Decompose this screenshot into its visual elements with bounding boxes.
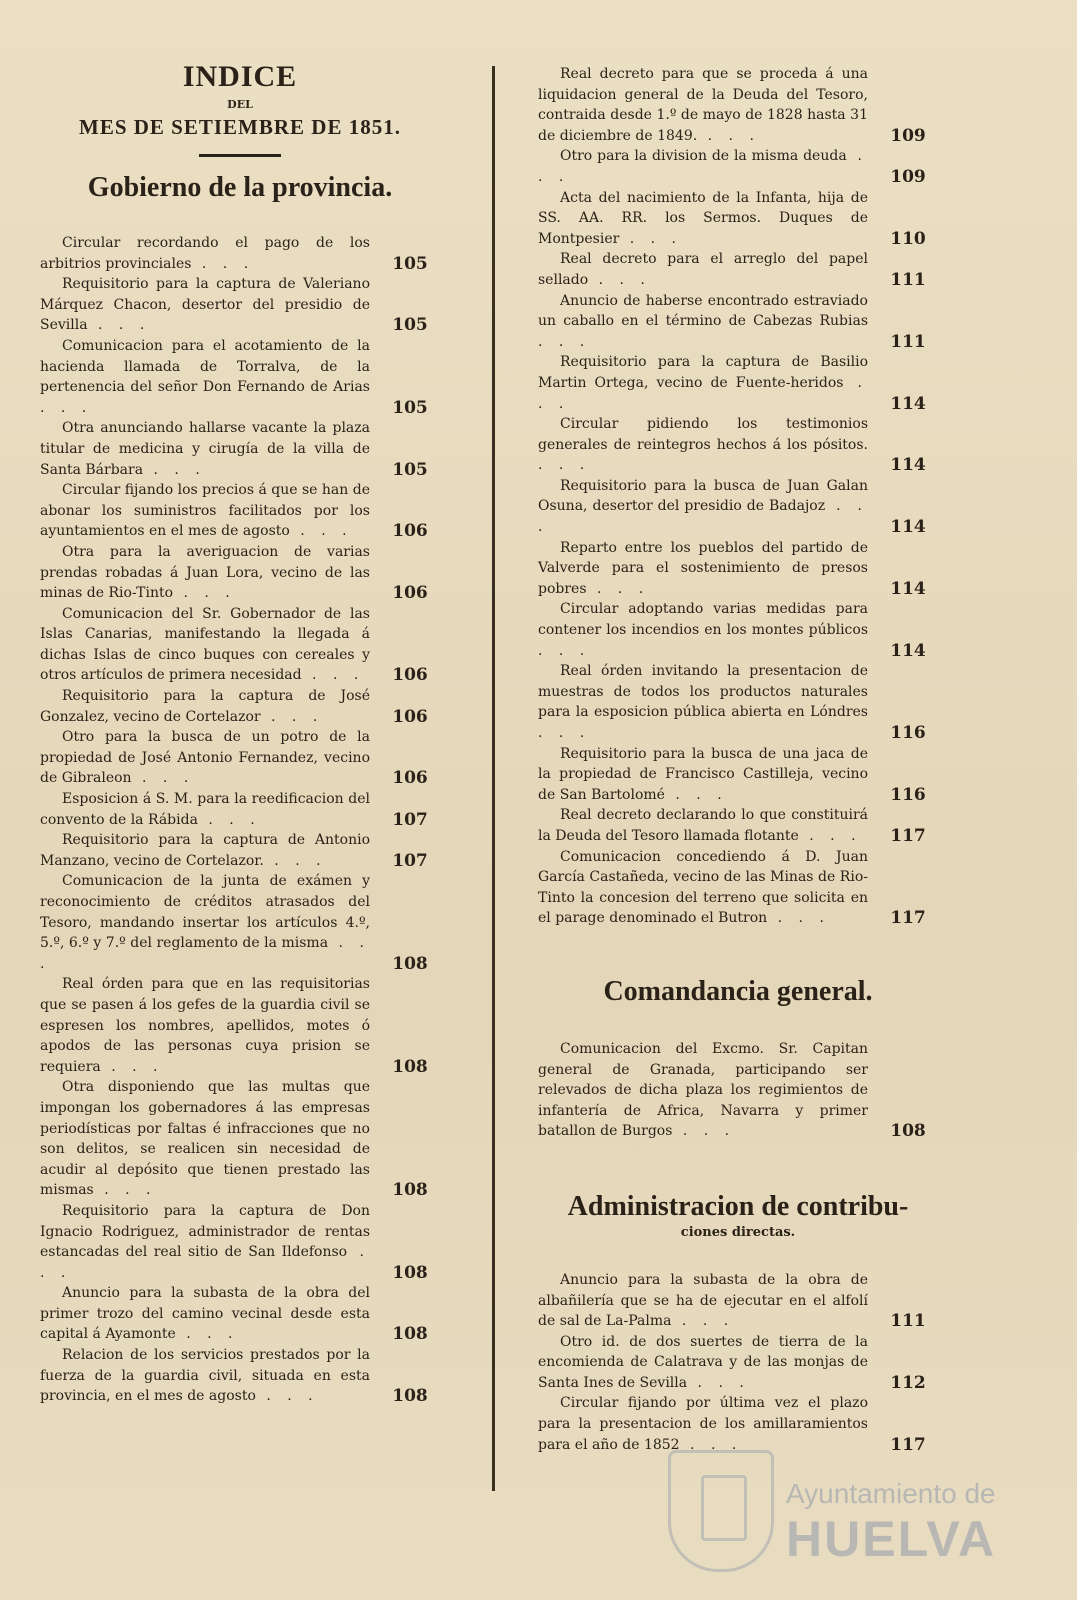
entries-administracion xyxy=(538,1270,938,1455)
leader-dots: . . . xyxy=(671,1313,735,1330)
entry-page-number: 116 xyxy=(890,784,926,805)
entry-text: Real decreto para que se proceda á una liquidacion general de la Deuda del Tesoro, contraida desde 1.º de mayo de 1828 hasta 31 de diciembre de 1849. xyxy=(538,66,868,144)
entry-page-number: 110 xyxy=(890,228,926,249)
entry-page-number: 106 xyxy=(392,521,428,542)
entry-text: Anuncio para la subasta de la obra de albañilería que se ha de ejecutar en el alfolí de sal de La-Palma xyxy=(538,1271,868,1330)
leader-dots: . . . xyxy=(538,333,591,350)
entry-text: Circular fijando los precios á que se han de abonar los suministros facilitados por los ayuntamientos en el mes de agosto xyxy=(40,482,370,540)
leader-dots: . . . xyxy=(672,1123,736,1140)
section-title-comandancia: Comandancia general. xyxy=(603,975,873,1007)
leader-dots: . . . xyxy=(687,1374,750,1391)
entry-text: Comunicacion del Sr. Gobernador de las Islas Canarias, manifestando la llegada á dichas Islas de cinco buques con cereales y otros artículos de primera necesidad xyxy=(40,605,370,684)
entry-text: Otra disponiendo que las multas que impongan los gobernadores á las empresas periodísticas por faltas é infracciones que no son delitos, se realicen sin necesidad de acudir al depósito que tienen prestado las mismas xyxy=(40,1079,370,1199)
entry-page-number: 105 xyxy=(392,397,428,418)
leader-dots: . . . xyxy=(260,708,324,725)
index-entry xyxy=(40,480,440,542)
leader-dots: . . . xyxy=(197,811,261,828)
entry-page-number: 108 xyxy=(890,1121,926,1142)
entry-page-number: 114 xyxy=(890,455,926,476)
entry-text: Anuncio de haberse encontrado estraviado un caballo en el término de Cabezas Rubias xyxy=(538,292,868,330)
title-divider xyxy=(199,154,281,157)
entry-page-number: 106 xyxy=(392,583,428,604)
entry-page-number: 107 xyxy=(392,809,428,830)
index-entry xyxy=(538,291,938,353)
index-entry xyxy=(40,336,440,418)
index-entry xyxy=(538,744,938,806)
entry-text: Acta del nacimiento de la Infanta, hija de SS. AA. RR. los Sermos. Duques de Montpesier xyxy=(538,189,868,247)
index-entry xyxy=(40,1201,440,1283)
entry-page-number: 112 xyxy=(890,1372,926,1393)
entry-text: Otro para la busca de un potro de la propiedad de José Antonio Fernandez, vecino de Gibraleon xyxy=(40,729,370,787)
entry-page-number: 114 xyxy=(890,393,926,414)
leader-dots: . . . xyxy=(538,374,869,412)
entry-page-number: 105 xyxy=(392,459,428,480)
entry-page-number: 106 xyxy=(392,768,428,789)
leader-dots: . . . xyxy=(767,910,830,927)
entry-page-number: 111 xyxy=(890,331,926,352)
index-entry xyxy=(538,414,938,476)
entry-page-number: 111 xyxy=(890,1311,926,1332)
leader-dots: . . . xyxy=(173,585,236,602)
entry-page-number: 108 xyxy=(392,1324,428,1345)
leader-dots: . . . xyxy=(619,230,682,247)
entry-text: Comunicacion de la junta de exámen y reconocimiento de créditos atrasados del Tesoro, mandando insertar los artículos 4.º, 5.º, 6.º y 7.º del reglamento de la misma xyxy=(40,873,370,952)
entries-comandancia xyxy=(538,1039,938,1142)
entry-page-number: 108 xyxy=(392,1386,428,1407)
leader-dots: . . . xyxy=(40,1244,371,1281)
entries-gobierno xyxy=(40,233,440,1407)
leader-dots: . . . xyxy=(664,786,728,803)
index-entry xyxy=(538,847,938,929)
entry-text: Real decreto para el arreglo del papel sellado xyxy=(538,251,868,288)
section-title-administracion: Administracion de contribu- xyxy=(567,1190,909,1222)
index-entry xyxy=(538,188,938,250)
leader-dots: . . . xyxy=(538,498,868,536)
leader-dots: . . . xyxy=(40,399,93,416)
entry-page-number: 117 xyxy=(890,908,926,929)
index-entry xyxy=(538,352,938,414)
entries-gobierno-continued xyxy=(538,64,938,929)
leader-dots: . . . xyxy=(143,461,206,478)
section-subtitle-administracion: ciones directas. xyxy=(680,1224,796,1240)
entry-text: Reparto entre los pueblos del partido de Valverde para el sostenimiento de presos pobres xyxy=(538,539,868,597)
index-entry xyxy=(538,805,938,846)
leader-dots: . . . xyxy=(538,148,868,185)
entry-text: Requisitorio para la captura de Don Ignacio Rodriguez, administrador de rentas estancadas del real sitio de San Ildefonso xyxy=(40,1202,370,1261)
index-entry xyxy=(40,830,440,871)
leader-dots: . . . xyxy=(586,580,650,597)
leader-dots: . . . xyxy=(538,642,591,659)
leader-dots: . . . xyxy=(538,457,591,474)
entry-page-number: 108 xyxy=(392,1262,428,1283)
entry-page-number: 111 xyxy=(890,269,926,290)
index-entry xyxy=(40,789,440,830)
index-entry xyxy=(40,1077,440,1201)
index-entry xyxy=(40,871,440,974)
section-title-gobierno: Gobierno de la provincia. xyxy=(87,172,393,203)
entry-page-number: 106 xyxy=(392,665,428,686)
index-entry xyxy=(40,727,440,789)
entry-page-number: 117 xyxy=(890,825,926,846)
entry-page-number: 114 xyxy=(890,578,926,599)
leader-dots: . . . xyxy=(131,770,195,787)
index-title-del: DEL xyxy=(227,98,253,111)
index-entry xyxy=(40,1345,440,1407)
entry-page-number: 109 xyxy=(890,166,926,187)
index-entry xyxy=(40,233,440,274)
index-entry xyxy=(538,1332,938,1394)
entry-text: Circular fijando por última vez el plazo para la presentacion de los amillaramientos para el año de 1852 xyxy=(538,1395,868,1453)
index-entry xyxy=(538,249,938,290)
entry-text: Circular adoptando varias medidas para contener los incendios en los montes públicos xyxy=(538,601,868,639)
index-entry xyxy=(538,64,938,146)
entry-text: Comunicacion para el acotamiento de la hacienda llamada de Torralva, de la pertenencia del señor Don Fernando de Arias xyxy=(40,337,370,396)
entry-text: Otro id. de dos suertes de tierra de la encomienda de Calatrava y de las monjas de Santa Ines de Sevilla xyxy=(538,1333,868,1391)
entry-text: Comunicacion del Excmo. Sr. Capitan general de Granada, participando ser relevados de dicha plaza los regimientos de infantería de Africa, Navarra y primer batallon de Burgos xyxy=(538,1040,868,1140)
entry-text: Requisitorio para la busca de una jaca de la propiedad de Francisco Castilleja, vecino de San Bartolomé xyxy=(538,745,868,803)
leader-dots: . . . xyxy=(93,1182,157,1199)
entry-page-number: 105 xyxy=(392,315,428,336)
leader-dots: . . . xyxy=(100,1058,164,1075)
entry-text: Real órden para que en las requisitorias que se pasen á los gefes de la guardia civil se espresen los nombres, apellidos, motes ó apodos de las personas cuya prision se requiera xyxy=(40,976,370,1075)
entry-page-number: 107 xyxy=(392,850,428,871)
index-title-month: MES DE SETIEMBRE DE 1851. xyxy=(79,115,401,139)
entry-text: Anuncio para la subasta de la obra del primer trozo del camino vecinal desde esta capital á Ayamonte xyxy=(40,1285,370,1343)
entry-text: Otra anunciando hallarse vacante la plaza titular de medicina y cirugía de la villa de Santa Bárbara xyxy=(40,420,370,478)
leader-dots: . . . xyxy=(798,827,862,844)
index-entry xyxy=(538,661,938,743)
entry-page-number: 105 xyxy=(392,253,428,274)
entry-page-number: 117 xyxy=(890,1434,926,1455)
leader-dots: . . . xyxy=(679,1436,743,1453)
leader-dots: . . . xyxy=(255,1388,319,1405)
leader-dots: . . . xyxy=(588,271,651,288)
entry-text: Circular pidiendo los testimonios generales de reintegros hechos á los pósitos. xyxy=(538,416,868,453)
left-column xyxy=(40,60,440,1407)
index-entry xyxy=(40,604,440,686)
entry-text: Requisitorio para la captura de Valeriano Márquez Chacon, desertor del presidio de Sevilla xyxy=(40,276,370,334)
entry-text: Otra para la averiguacion de varias prendas robadas á Juan Lora, vecino de las minas de Rio-Tinto xyxy=(40,543,370,602)
entry-text: Circular recordando el pago de los arbitrios provinciales xyxy=(40,235,370,272)
watermark-line1: Ayuntamiento de xyxy=(786,1478,996,1509)
index-entry xyxy=(538,1393,938,1455)
watermark xyxy=(668,1450,998,1570)
entry-text: Relacion de los servicios prestados por la fuerza de la guardia civil, situada en esta provincia, en el mes de agosto xyxy=(40,1347,370,1405)
index-entry xyxy=(538,599,938,661)
index-entry xyxy=(538,146,938,187)
index-entry xyxy=(538,1270,938,1332)
index-entry xyxy=(538,538,938,600)
entry-text: Requisitorio para la busca de Juan Galan Osuna, desertor del presidio de Badajoz xyxy=(538,477,868,515)
shield-icon xyxy=(668,1450,774,1572)
entry-page-number: 109 xyxy=(890,125,926,146)
index-entry xyxy=(538,1039,938,1142)
entry-page-number: 114 xyxy=(890,517,926,538)
index-entry xyxy=(40,1283,440,1345)
leader-dots: . . . xyxy=(40,935,370,972)
right-column xyxy=(538,60,938,1455)
column-divider xyxy=(492,66,495,1491)
index-entry xyxy=(40,542,440,604)
entry-text: Requisitorio para la captura de José Gonzalez, vecino de Cortelazor xyxy=(40,688,370,725)
entry-text: Requisitorio para la captura de Antonio Manzano, vecino de Cortelazor. xyxy=(40,832,370,869)
entry-text: Esposicion á S. M. para la reedificacion del convento de la Rábida xyxy=(40,791,370,828)
entry-page-number: 114 xyxy=(890,640,926,661)
entry-page-number: 108 xyxy=(392,953,428,974)
section-comandancia xyxy=(538,975,938,1142)
leader-dots: . . . xyxy=(175,1326,239,1343)
entry-page-number: 106 xyxy=(392,706,428,727)
leader-dots: . . . xyxy=(263,852,327,869)
watermark-line2: HUELVA xyxy=(786,1511,997,1567)
entry-text: Real órden invitando la presentacion de muestras de todos los productos naturales para la esposicion pública abierta en Lóndres xyxy=(538,663,868,721)
index-entry xyxy=(40,686,440,727)
index-title: INDICE xyxy=(182,60,298,93)
entry-text: Otro para la division de la misma deuda xyxy=(560,148,847,165)
entry-page-number: 116 xyxy=(890,723,926,743)
leader-dots: . . . xyxy=(289,523,353,540)
index-entry xyxy=(40,274,440,336)
entry-page-number: 108 xyxy=(392,1180,428,1201)
leader-dots: . . . xyxy=(191,255,255,272)
index-entry xyxy=(40,974,440,1077)
leader-dots: . . . xyxy=(301,667,365,684)
entry-page-number: 108 xyxy=(392,1056,428,1077)
index-entry xyxy=(40,418,440,480)
leader-dots: . . . xyxy=(87,317,151,334)
leader-dots: . . . xyxy=(538,725,591,741)
entry-text: Real decreto declarando lo que constituirá la Deuda del Tesoro llamada flotante xyxy=(538,807,868,844)
entry-text: Comunicacion concediendo á D. Juan García Castañeda, vecino de las Minas de Rio-Tinto la concesion del terreno que solicita en el parage denominado el Butron xyxy=(538,848,868,927)
section-administracion xyxy=(538,1190,938,1455)
entry-text: Requisitorio para la captura de Basilio Martin Ortega, vecino de Fuente-heridos xyxy=(538,354,868,391)
leader-dots: . . . xyxy=(697,127,760,144)
index-entry xyxy=(538,476,938,538)
